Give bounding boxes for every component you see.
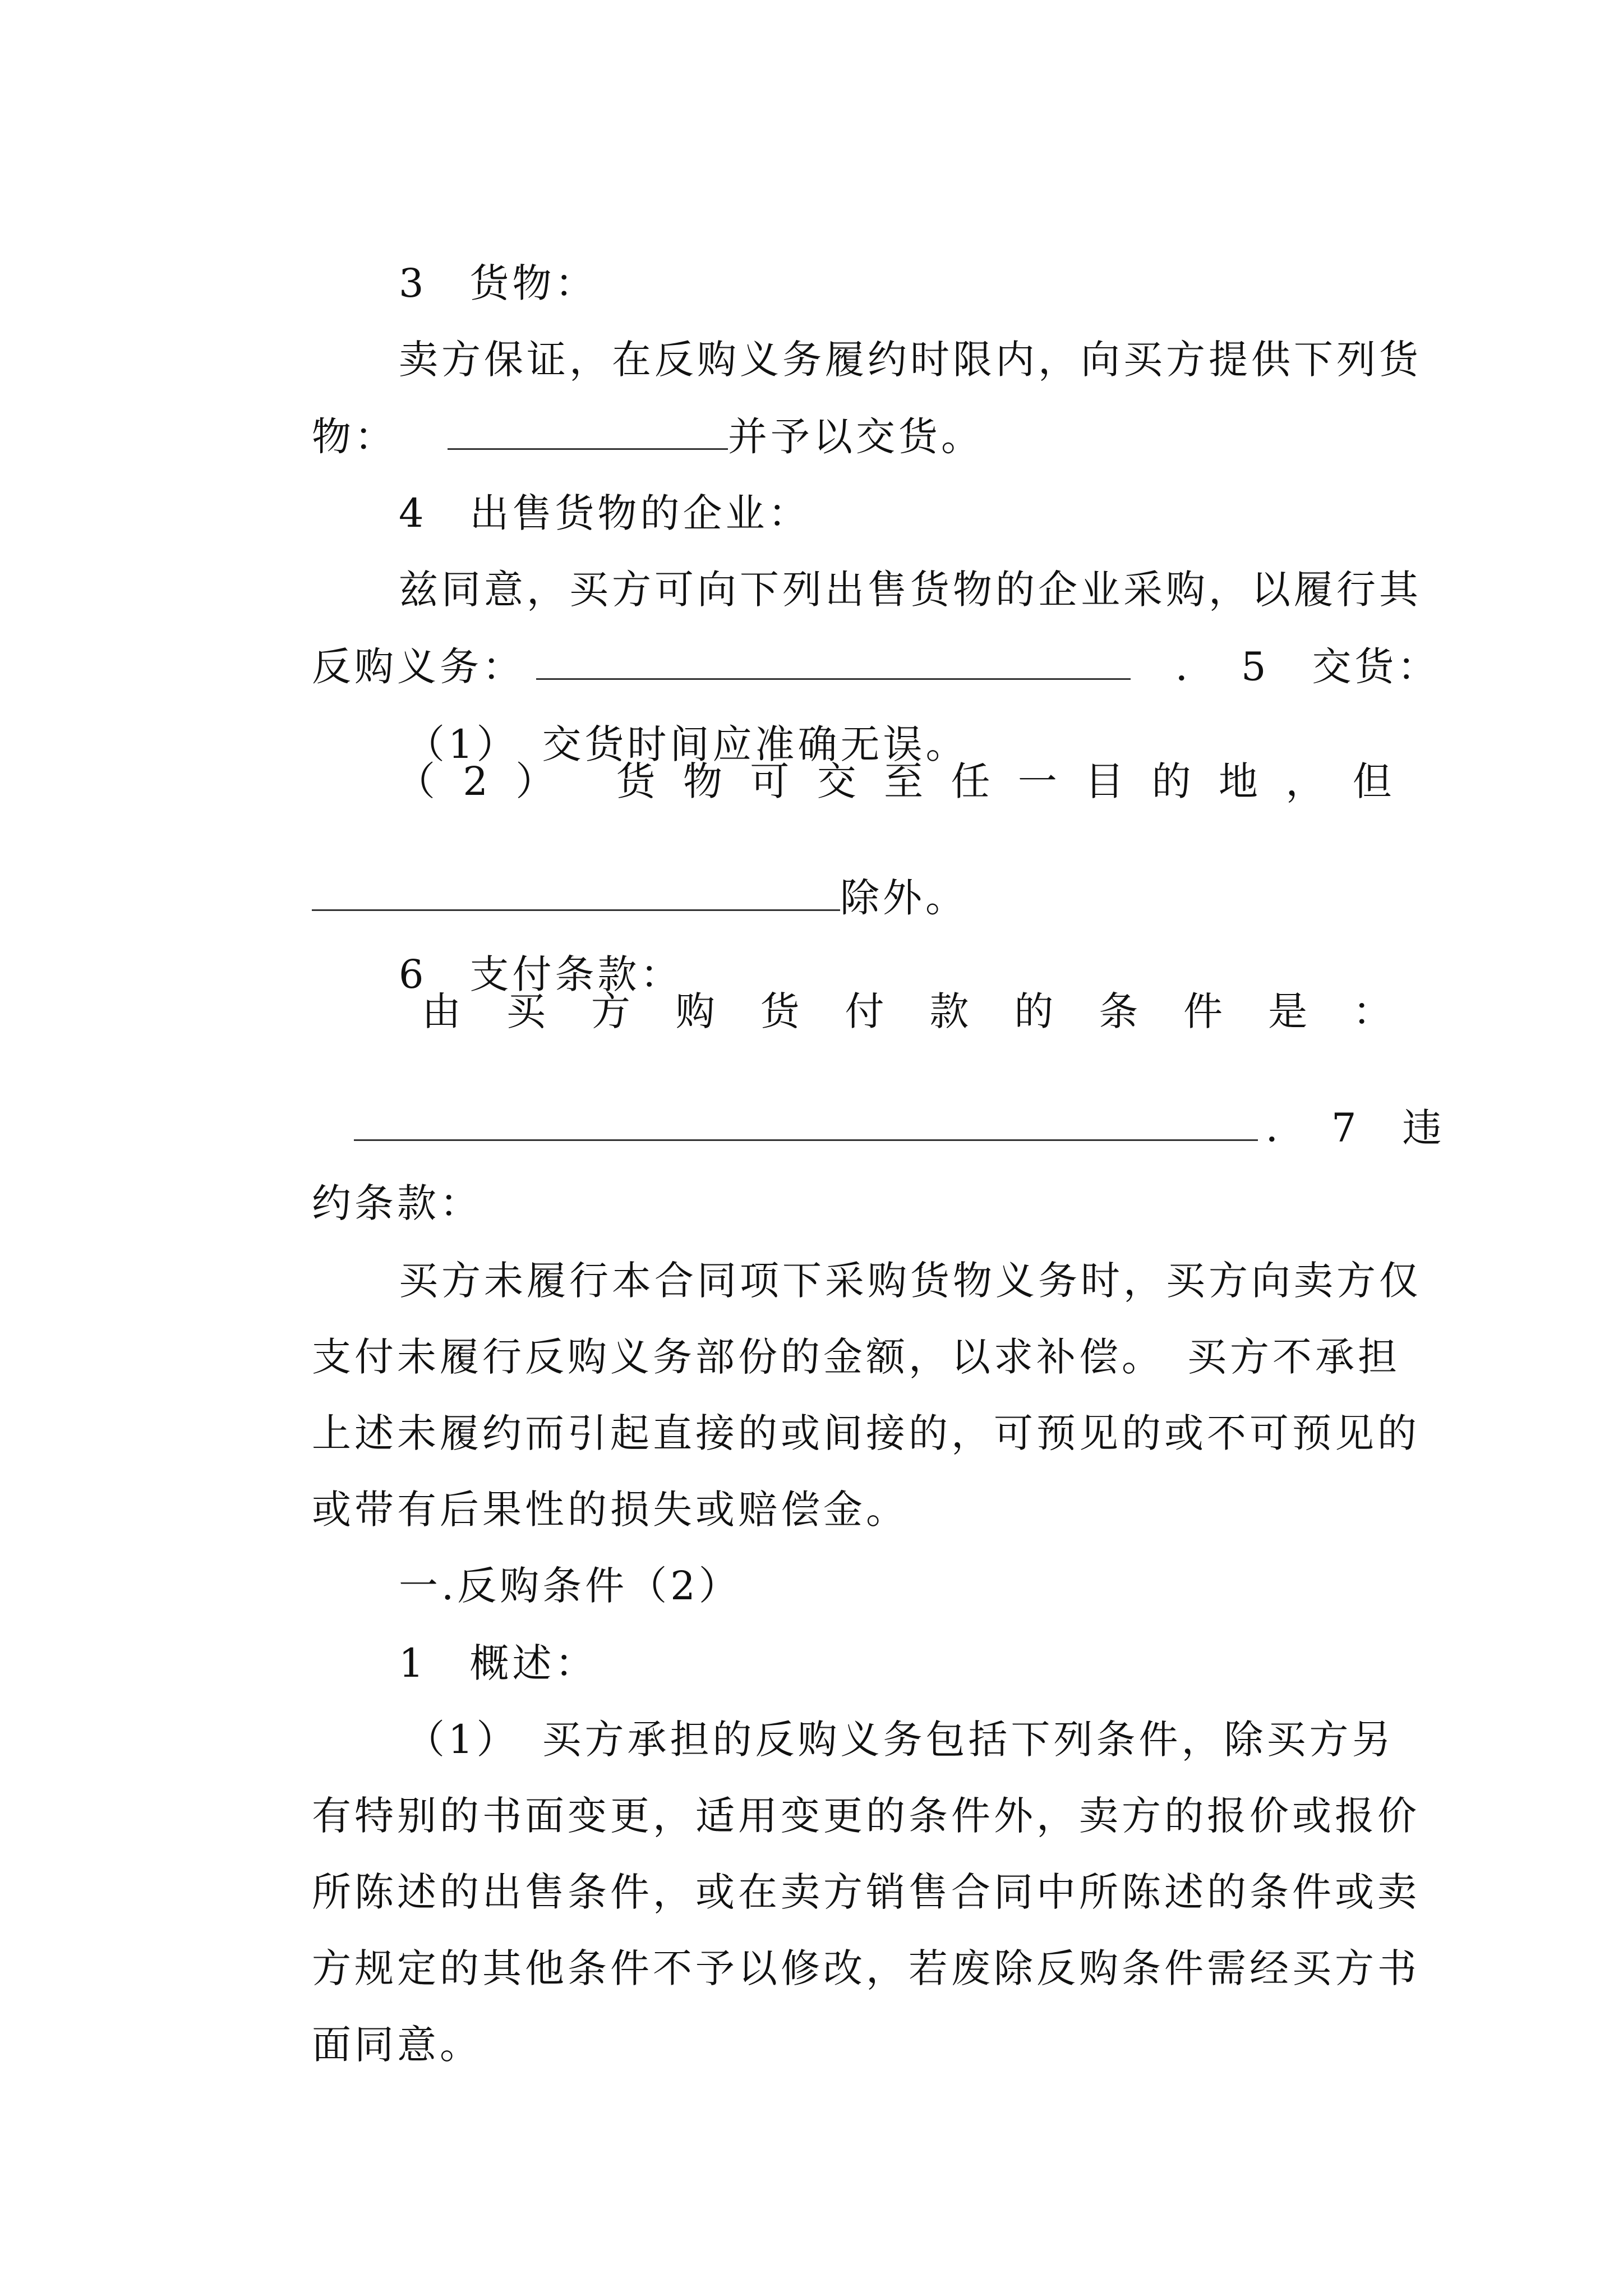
breach-paragraph-line-3: 上述未履约而引起直接的或间接的，可预见的或不可预见的 — [312, 1410, 1421, 1456]
payment-conditions-line-1: 由 买 方 购 货 付 款 的 条 件 是 ： — [422, 988, 1392, 1034]
breach-paragraph-line-2: 支付未履行反购义务部份的金额，以求补偿。 买方不承担 — [312, 1334, 1401, 1380]
goods-blank-field[interactable] — [448, 416, 728, 450]
overview-paragraph-line-1: （1） 买方承担的反购义务包括下列条件，除买方另 — [405, 1717, 1395, 1763]
overview-paragraph-line-4: 方规定的其他条件不予以修改，若废除反购条件需经买方书 — [312, 1945, 1421, 1991]
section-3-paragraph-line-1: 卖方保证，在反购义务履约时限内，向买方提供下列货 — [399, 337, 1422, 383]
destination-exception-blank-field[interactable] — [312, 877, 840, 911]
section-7-heading: 约条款： — [312, 1180, 483, 1226]
overview-paragraph-line-2: 有特别的书面变更，适用变更的条件外，卖方的报价或报价 — [312, 1793, 1421, 1839]
payment-conditions-blank-field[interactable] — [354, 1107, 1258, 1141]
breach-paragraph-line-4: 或带有后果性的损失或赔偿金。 — [312, 1487, 909, 1533]
counter-purchase-conditions-title: 一.反购条件（2） — [399, 1563, 741, 1609]
section-3-heading: 3 货物： — [399, 260, 598, 306]
section-4-heading: 4 出售货物的企业： — [399, 490, 811, 536]
delivery-item-2-line-1: （ 2 ） 货 物 可 交 至 任 一 目 的 地 ， 但 — [396, 758, 1392, 804]
breach-paragraph-line-1: 买方未履行本合同项下采购货物义务时，买方向卖方仅 — [399, 1258, 1422, 1304]
overview-paragraph-line-3: 所陈述的出售条件，或在卖方销售合同中所陈述的条件或卖 — [312, 1869, 1421, 1915]
overview-heading: 1 概述： — [399, 1640, 598, 1686]
delivery-item-2-line-2: 除外。 — [248, 838, 968, 956]
section-6-heading: 6 支付条款： — [399, 951, 683, 997]
section-4-paragraph-line-1: 兹同意，买方可向下列出售货物的企业采购，以履行其 — [399, 567, 1422, 613]
enterprise-blank-field[interactable] — [536, 646, 1131, 680]
overview-paragraph-line-5: 面同意。 — [312, 2022, 483, 2068]
section-3-paragraph-line-2: 物： 并予以交货。 — [312, 413, 984, 460]
payment-conditions-line-2: ． 7 违 — [291, 1068, 1445, 1186]
section-4-paragraph-line-2: 反购义务： ． 5 交货： — [312, 643, 1440, 690]
delivery-item-1: （1） 交货时间应准确无误。 — [405, 721, 969, 767]
